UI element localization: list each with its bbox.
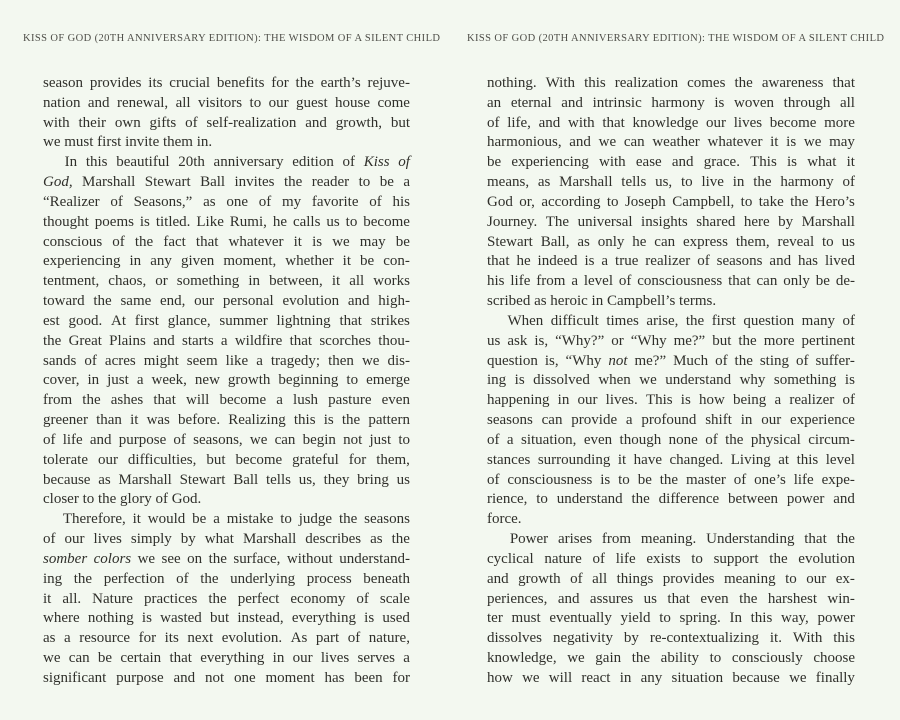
text-line: thought poems is titled. Like Rumi, he calls us to become [43,213,410,230]
text-line: When difficult times arise, the first question many of [487,312,855,332]
text-line: Stewart Ball, as only he can express them, reveal to us [487,233,855,250]
text-line: of consciousness is to be the master of one’s life expe- [487,471,855,488]
paragraph-indent [43,153,56,173]
text-line: tolerate our difficulties, but become grateful for them, [43,451,410,468]
text-line: knowledge, we gain the ability to consciously choose [487,650,855,667]
text-line: ter must eventually yield to spring. In this way, power [487,610,855,627]
text-line: stances surrounding it have changed. Living at this level [487,451,855,468]
paragraph-indent [43,510,56,530]
text-line: of a situation, even though none of the physical circum- [487,431,855,448]
text-line: because as Marshall Stewart Ball tells us, they bring us [43,471,410,488]
text-line: we can be certain that everything in our lives serves a [43,650,410,667]
text-line: and growth of all things provides meaning to our ex- [487,570,855,587]
page-left[interactable] [23,0,441,720]
text-line: of life and purpose of seasons, we can begin not just to [43,431,410,448]
text-line: In this beautiful 20th anniversary edition of Kiss of [43,153,410,173]
text-line: us ask is, “Why?” or “Why me?” but the more pertinent [487,332,855,349]
text-line: cyclical nature of life exists to support the evolution [487,550,855,567]
text-line: means, as Marshall tells us, to live in the harmony of [487,174,855,191]
text-line: happening in our lives. This is how being a realizer of [487,392,855,409]
text-line: God, Marshall Stewart Ball invites the reader to be a [43,174,410,191]
text-line: somber colors we see on the surface, without understand- [43,550,410,567]
text-line: conscious of the fact that whatever it is we may be [43,233,410,250]
running-header: KISS OF GOD (20TH ANNIVERSARY EDITION): THE WISDOM OF A SILENT CHILD [467,33,885,44]
text-line: seasons can provide a profound shift in our experience [487,412,855,429]
text-line: nation and renewal, all visitors to our guest house come [43,94,410,111]
paragraph-indent [487,312,500,332]
paragraph-indent [487,530,500,550]
text-line: significant purpose and not one moment has been for [43,669,410,686]
text-line: that he indeed is a true realizer of seasons and has lived [487,253,855,270]
page-body [43,74,410,689]
text-line: of our lives simply by what Marshall describes as the [43,531,410,548]
text-line: ing the perfection of the underlying process beneath [43,570,410,587]
text-line: how we will react in any situation because we finally [487,669,855,686]
text-line: sands of acres might seem like a tragedy; then we dis- [43,352,410,369]
text-line: his life from a level of consciousness that can only be de- [487,273,855,290]
text-line: rience, to understand the difference between power and [487,491,855,508]
text-line: nothing. With this realization comes the awareness that [487,75,855,91]
text-line: God or, according to Joseph Campbell, to take the Hero’s [487,193,855,210]
running-header: KISS OF GOD (20TH ANNIVERSARY EDITION): THE WISDOM OF A SILENT CHILD [23,33,441,44]
text-line: dissolves negativity by re-contextualizing it. With this [487,630,855,647]
text-line: experiencing in any given moment, whether it be con- [43,253,410,270]
text-line: tentment, chaos, or something in between, it all works [43,273,410,290]
text-line: of life, and with that knowledge our lives become more [487,114,855,131]
text-line: toward the same end, our personal evolution and high- [43,293,410,310]
text-line: where nothing is wasted but instead, everything is used [43,610,410,627]
text-line: be experiencing with ease and grace. This is what it [487,154,855,171]
text-line: est good. At first glance, summer lightning that strikes [43,312,410,329]
text-line: Journey. The universal insights shared here by Marshall [487,213,855,230]
text-line: from the ashes that will become a lush pasture even [43,392,410,409]
text-line: it all. Nature practices the perfect economy of scale [43,590,410,607]
text-line: as a resource for its next evolution. As part of nature, [43,630,410,647]
text-line: closer to the glory of God. [43,491,202,508]
text-line: with their own gifts of self-realization and growth, but [43,114,410,131]
text-line: periences, and assures us that even the harshest win- [487,590,855,607]
text-line: an eternal and intrinsic harmony is woven through all [487,94,855,111]
text-line: force. [487,511,522,528]
text-line: harmonious, and we can weather whatever it is we may [487,134,855,151]
text-line: the Great Plains and starts a wildfire that scorches thou- [43,332,410,349]
page-body [487,74,855,689]
text-line: cover, in just a week, new growth beginning to emerge [43,372,410,389]
text-line: season provides its crucial benefits for the earth’s rejuve- [43,75,410,91]
text-line: ing is dissolved when we understand why something is [487,372,855,389]
page-right[interactable] [467,0,885,720]
text-line: Therefore, it would be a mistake to judge the seasons [43,510,410,530]
text-line: we must first invite them in. [43,134,213,151]
text-line: Power arises from meaning. Understanding that the [487,530,855,550]
text-line: “Realizer of Seasons,” as one of my favorite of his [43,193,410,210]
text-line: question is, “Why not me?” Much of the sting of suffer- [487,352,855,369]
text-line: greener than it was before. Realizing this is the pattern [43,412,410,429]
text-line: scribed as heroic in Campbell’s terms. [487,293,717,310]
